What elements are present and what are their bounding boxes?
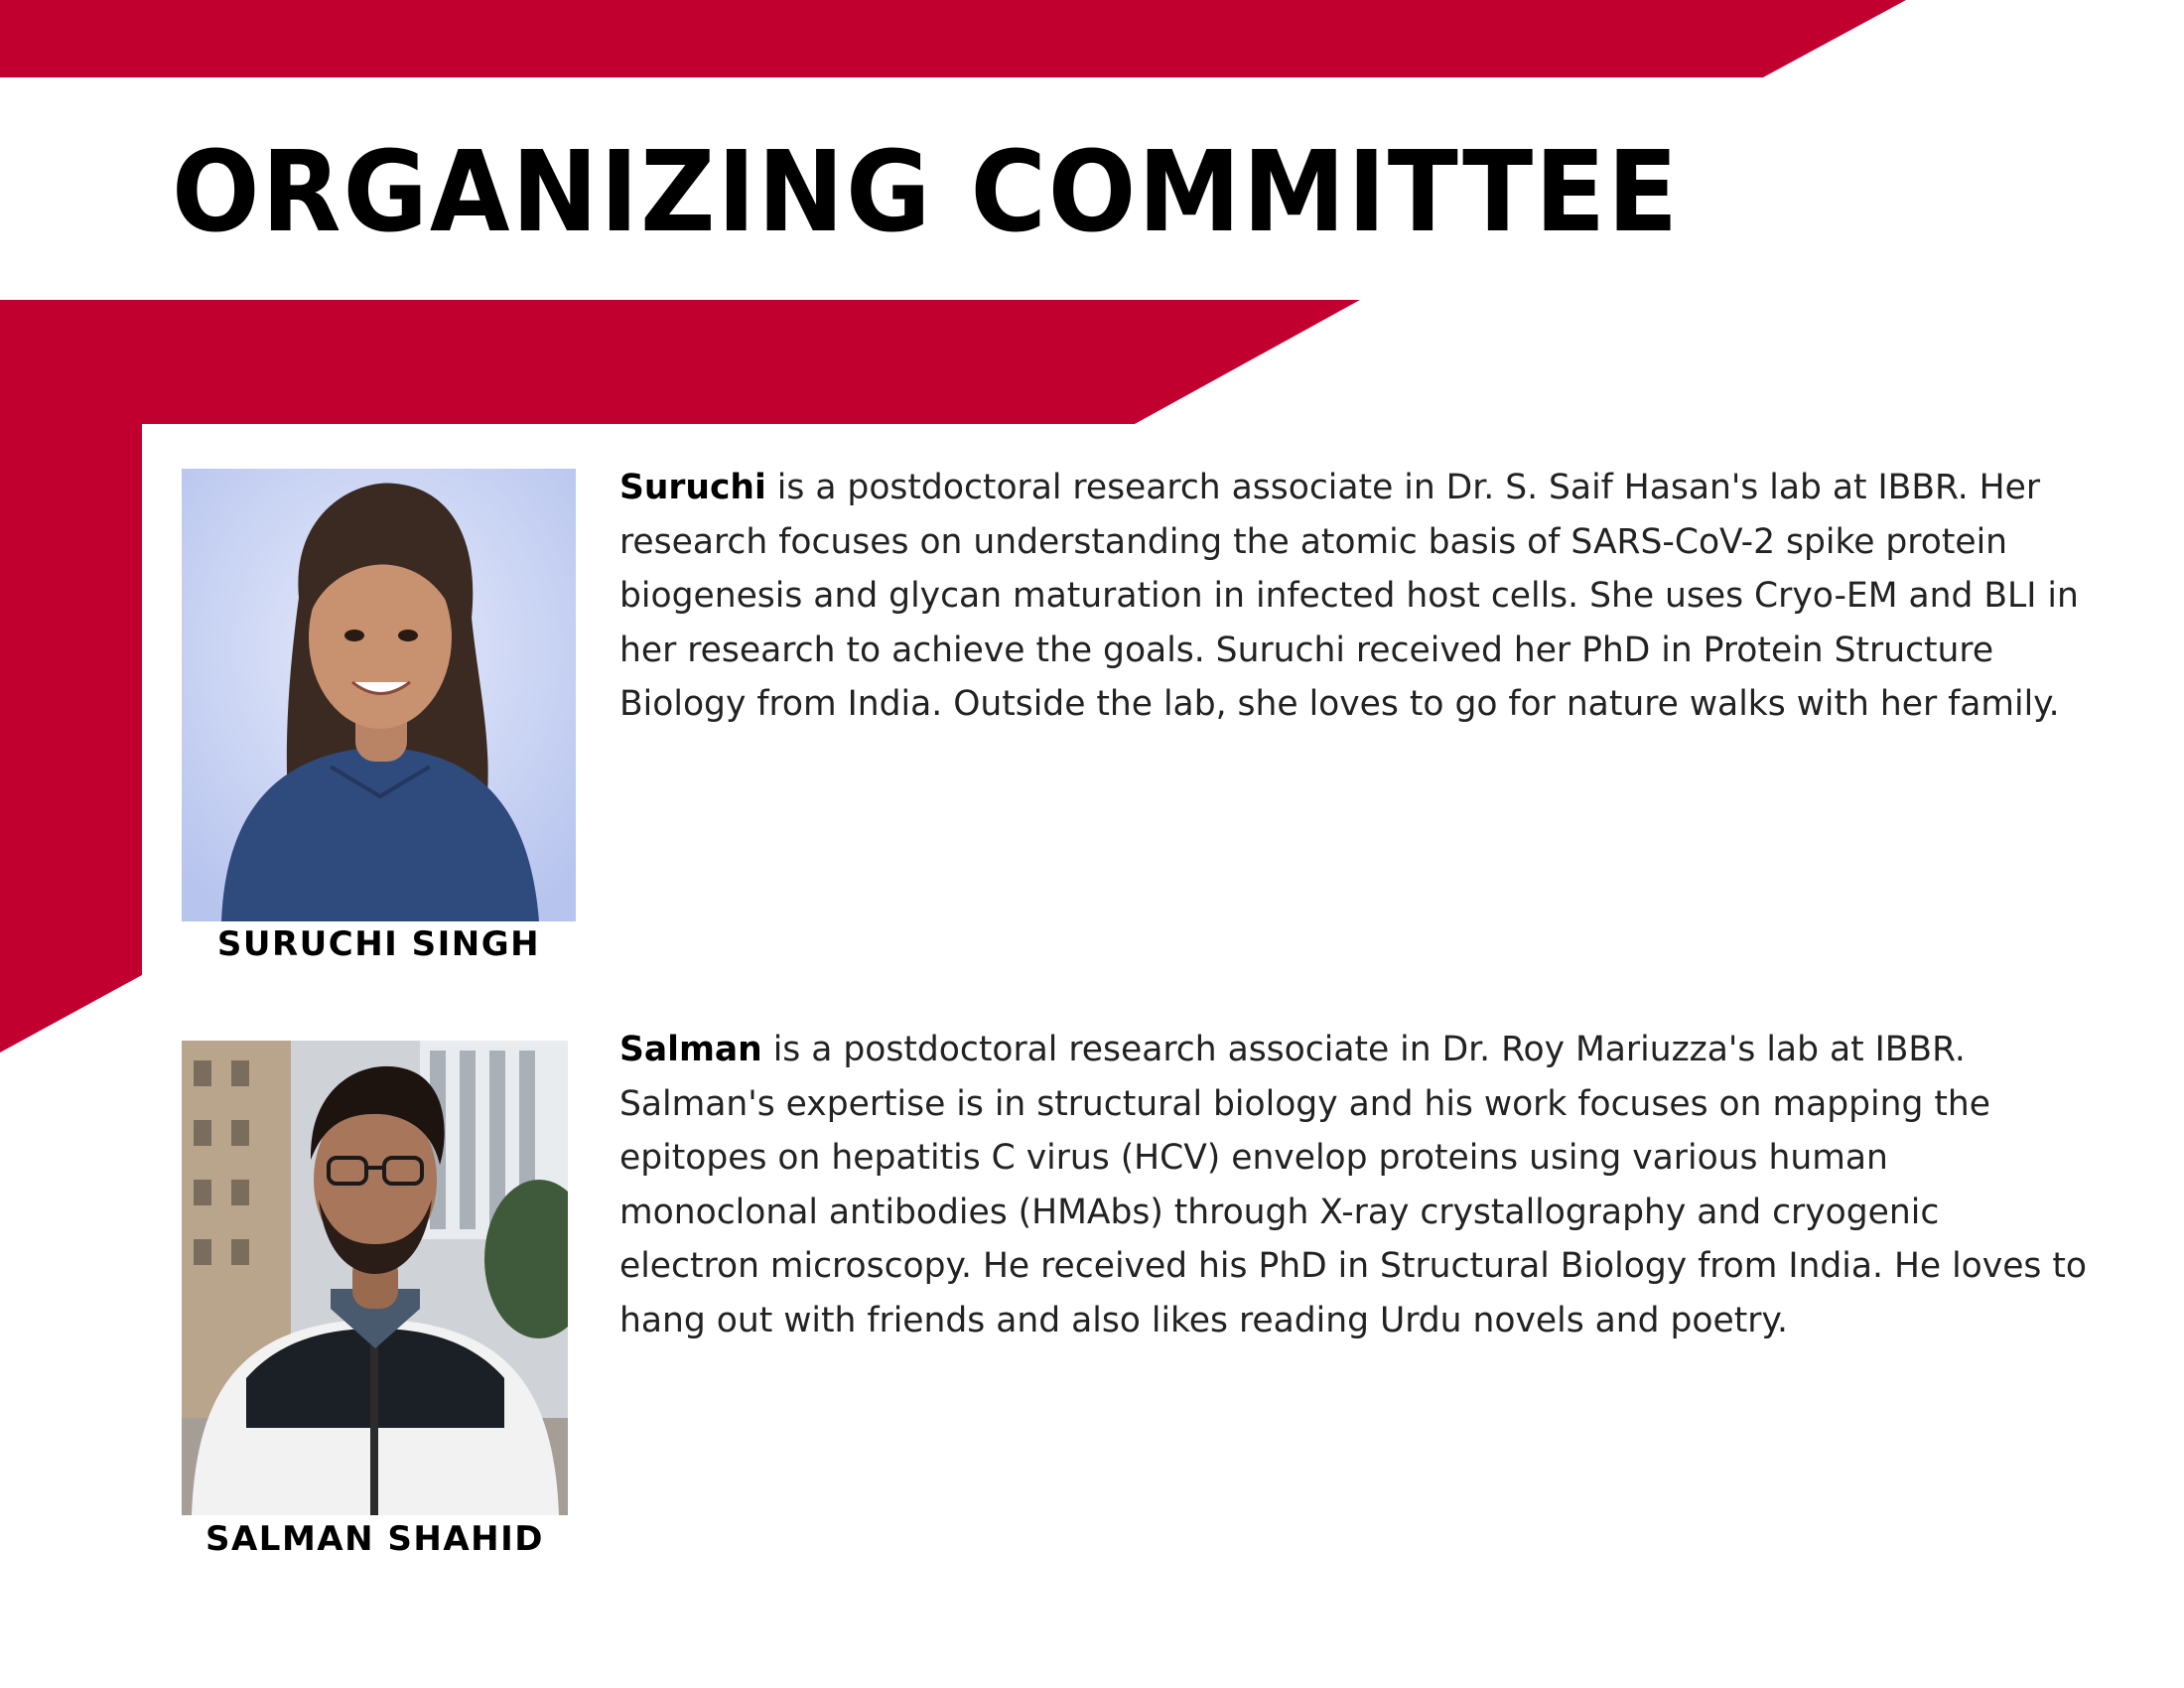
bio-lead-name: Salman xyxy=(619,1030,762,1069)
bio-text: is a postdoctoral research associate in Dr. Roy Mariuzza's lab at IBBR. Salman's expertise is in structural biology and his work focuses on mapping the epitopes on hepatitis C virus (HCV) envelop proteins using various human monoclonal antibodies (HMAbs) through X-ray crystallography and cryogenic electron microscopy. He received his PhD in Structural Biology from India. He loves to hang out with friends and also likes reading Urdu novels and poetry. xyxy=(619,1030,2088,1340)
member-bio xyxy=(619,461,2089,732)
bio-text: is a postdoctoral research associate in Dr. S. Saif Hasan's lab at IBBR. Her research focuses on understanding the atomic basis of SARS-CoV-2 spike protein biogenesis and glycan maturation in infected host cells. She uses Cryo-EM and BLI in her research to achieve the goals. Suruchi received her PhD in Protein Structure Biology from India. Outside the lab, she loves to go for nature walks with her family. xyxy=(619,468,2079,724)
member-name: SALMAN SHAHID xyxy=(205,1519,544,1559)
member-bio xyxy=(619,1023,2089,1347)
member-photo-suruchi xyxy=(182,469,576,921)
top-red-band xyxy=(0,0,1906,77)
page-title: ORGANIZING COMMITTEE xyxy=(172,128,1681,257)
member-name: SURUCHI SINGH xyxy=(216,924,541,964)
member-photo-salman xyxy=(182,1041,568,1515)
bio-lead-name: Suruchi xyxy=(619,468,766,507)
